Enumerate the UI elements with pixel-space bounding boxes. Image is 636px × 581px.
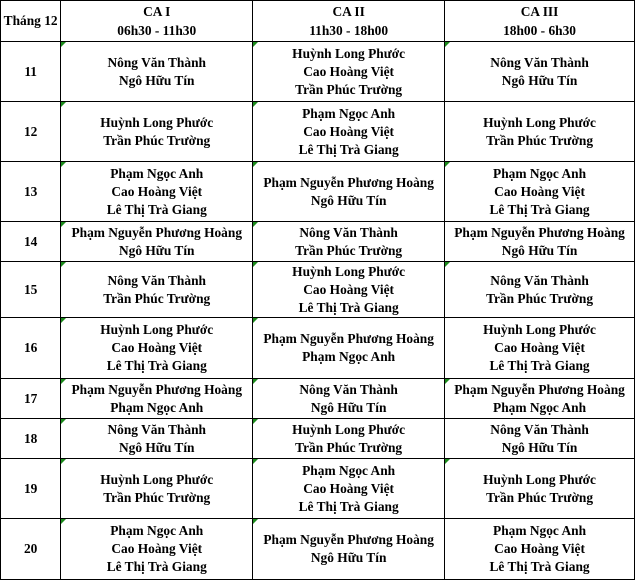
staff-name: Ngô Hữu Tín xyxy=(310,550,387,565)
staff-name: Huỳnh Long Phước xyxy=(483,114,597,130)
staff-name: Cao Hoàng Việt xyxy=(303,63,395,79)
staff-name: Huỳnh Long Phước xyxy=(483,471,597,487)
staff-name: Huỳnh Long Phước xyxy=(100,114,214,130)
staff-name: Phạm Ngọc Anh xyxy=(302,105,396,121)
cell-comment-marker xyxy=(445,262,450,267)
shift-2-cell xyxy=(253,318,445,379)
shift-2-time: 11h30 - 18h00 xyxy=(309,23,389,38)
shift-3-cell xyxy=(445,42,635,102)
staff-name: Nông Văn Thành xyxy=(107,421,206,437)
day-cell: 14 xyxy=(1,222,61,262)
shift-3-time: 18h00 - 6h30 xyxy=(503,23,576,38)
staff-name: Lê Thị Trà Giang xyxy=(106,559,207,574)
staff-name: Trần Phúc Trường xyxy=(486,489,594,505)
day-cell: 11 xyxy=(1,42,61,102)
schedule-row xyxy=(1,162,635,222)
staff-name: Cao Hoàng Việt xyxy=(111,183,203,199)
staff-name: Phạm Nguyễn Phương Hoàng xyxy=(263,174,434,190)
shift-3-cell xyxy=(445,519,635,580)
staff-name: Nông Văn Thành xyxy=(490,272,589,288)
staff-name: Phạm Ngọc Anh xyxy=(493,165,587,181)
shift-1-name: CA I xyxy=(143,4,171,19)
staff-name: Phạm Ngọc Anh xyxy=(110,165,204,181)
day-cell: 12 xyxy=(1,102,61,162)
staff-name: Phạm Ngọc Anh xyxy=(302,349,396,364)
staff-name: Huỳnh Long Phước xyxy=(100,471,214,487)
day-cell: 17 xyxy=(1,379,61,419)
staff-name: Trần Phúc Trường xyxy=(103,132,211,148)
staff-name: Nông Văn Thành xyxy=(107,54,206,70)
shift-3-cell xyxy=(445,262,635,318)
staff-name: Trần Phúc Trường xyxy=(103,290,211,306)
staff-name: Trần Phúc Trường xyxy=(486,132,594,148)
shift-1-cell xyxy=(61,459,253,519)
cell-comment-marker xyxy=(253,459,258,464)
staff-name: Trần Phúc Trường xyxy=(486,290,594,306)
cell-comment-marker xyxy=(445,379,450,384)
cell-comment-marker xyxy=(253,222,258,227)
cell-comment-marker xyxy=(445,162,450,167)
staff-name: Cao Hoàng Việt xyxy=(111,340,203,355)
cell-comment-marker xyxy=(61,419,66,424)
shift-3-header xyxy=(445,1,635,42)
shift-2-cell xyxy=(253,459,445,519)
staff-name: Ngô Hữu Tín xyxy=(501,439,578,455)
shift-3-cell xyxy=(445,222,635,262)
cell-comment-marker xyxy=(445,459,450,464)
shift-3-cell xyxy=(445,102,635,162)
cell-comment-marker xyxy=(61,162,66,167)
staff-name: Nông Văn Thành xyxy=(299,381,398,397)
shift-1-header xyxy=(61,1,253,42)
staff-name: Ngô Hữu Tín xyxy=(118,72,195,88)
shift-1-cell xyxy=(61,42,253,102)
shift-1-time: 06h30 - 11h30 xyxy=(117,23,197,38)
staff-name: Huỳnh Long Phước xyxy=(100,322,214,337)
staff-name: Ngô Hữu Tín xyxy=(310,192,387,208)
cell-comment-marker xyxy=(61,222,66,227)
staff-name: Ngô Hữu Tín xyxy=(501,242,578,258)
staff-name: Trần Phúc Trường xyxy=(295,81,403,97)
staff-name: Phạm Ngọc Anh xyxy=(493,523,587,538)
staff-name: Nông Văn Thành xyxy=(299,224,398,240)
cell-comment-marker xyxy=(253,379,258,384)
shift-3-cell xyxy=(445,318,635,379)
staff-name: Cao Hoàng Việt xyxy=(303,281,395,297)
shift-2-name: CA II xyxy=(332,4,365,19)
staff-name: Ngô Hữu Tín xyxy=(310,399,387,415)
staff-name: Huỳnh Long Phước xyxy=(483,322,597,337)
staff-name: Phạm Nguyễn Phương Hoàng xyxy=(71,381,243,397)
schedule-row xyxy=(1,42,635,102)
shift-2-cell xyxy=(253,102,445,162)
staff-name: Phạm Nguyễn Phương Hoàng xyxy=(454,224,625,240)
cell-comment-marker xyxy=(253,102,258,107)
month-header: Tháng 12 xyxy=(1,1,61,42)
day-cell: 13 xyxy=(1,162,61,222)
cell-comment-marker xyxy=(61,102,66,107)
staff-name: Lê Thị Trà Giang xyxy=(489,559,590,574)
schedule-row xyxy=(1,459,635,519)
shift-2-cell xyxy=(253,262,445,318)
staff-name: Trần Phúc Trường xyxy=(295,242,403,258)
staff-name: Lê Thị Trà Giang xyxy=(489,201,590,217)
shift-3-cell xyxy=(445,162,635,222)
shift-1-cell xyxy=(61,318,253,379)
staff-name: Cao Hoàng Việt xyxy=(303,123,395,139)
shift-1-cell xyxy=(61,419,253,459)
shift-1-cell xyxy=(61,162,253,222)
staff-name: Lê Thị Trà Giang xyxy=(106,358,207,373)
shift-2-cell xyxy=(253,162,445,222)
shift-2-header xyxy=(253,1,445,42)
staff-name: Ngô Hữu Tín xyxy=(118,242,195,258)
staff-name: Lê Thị Trà Giang xyxy=(489,358,590,373)
cell-comment-marker xyxy=(61,459,66,464)
shift-2-cell xyxy=(253,519,445,580)
schedule-row xyxy=(1,379,635,419)
shift-1-cell xyxy=(61,519,253,580)
header-row xyxy=(1,1,635,42)
staff-name: Phạm Nguyễn Phương Hoàng xyxy=(454,381,625,397)
staff-name: Huỳnh Long Phước xyxy=(292,263,406,279)
staff-name: Cao Hoàng Việt xyxy=(494,541,585,556)
shift-3-name: CA III xyxy=(520,4,559,19)
staff-name: Cao Hoàng Việt xyxy=(494,183,585,199)
cell-comment-marker xyxy=(61,42,66,47)
shift-1-cell xyxy=(61,102,253,162)
shift-3-cell xyxy=(445,419,635,459)
schedule-row xyxy=(1,222,635,262)
staff-name: Ngô Hữu Tín xyxy=(118,439,195,455)
cell-comment-marker xyxy=(253,262,258,267)
staff-name: Phạm Ngọc Anh xyxy=(110,523,204,538)
shift-1-cell xyxy=(61,262,253,318)
day-cell: 20 xyxy=(1,519,61,580)
cell-comment-marker xyxy=(253,419,258,424)
shift-2-cell xyxy=(253,419,445,459)
day-cell: 16 xyxy=(1,318,61,379)
cell-comment-marker xyxy=(61,318,66,323)
staff-name: Ngô Hữu Tín xyxy=(501,72,578,88)
staff-name: Phạm Nguyễn Phương Hoàng xyxy=(263,331,434,346)
shift-1-cell xyxy=(61,222,253,262)
staff-name: Nông Văn Thành xyxy=(490,421,589,437)
staff-name: Lê Thị Trà Giang xyxy=(298,141,399,157)
cell-comment-marker xyxy=(445,42,450,47)
schedule-row xyxy=(1,318,635,379)
schedule-row xyxy=(1,519,635,580)
cell-comment-marker xyxy=(61,379,66,384)
staff-name: Phạm Ngọc Anh xyxy=(110,399,204,415)
staff-name: Phạm Ngọc Anh xyxy=(493,399,587,415)
staff-name: Nông Văn Thành xyxy=(107,272,206,288)
staff-name: Cao Hoàng Việt xyxy=(494,340,585,355)
shift-2-cell xyxy=(253,222,445,262)
cell-comment-marker xyxy=(253,519,258,524)
shift-3-cell xyxy=(445,459,635,519)
staff-name: Phạm Ngọc Anh xyxy=(302,462,396,478)
shift-2-cell xyxy=(253,42,445,102)
cell-comment-marker xyxy=(253,318,258,323)
day-cell: 19 xyxy=(1,459,61,519)
schedule-row xyxy=(1,102,635,162)
staff-name: Huỳnh Long Phước xyxy=(292,45,406,61)
staff-name: Phạm Nguyễn Phương Hoàng xyxy=(263,532,434,547)
shift-2-cell xyxy=(253,379,445,419)
staff-name: Cao Hoàng Việt xyxy=(303,480,395,496)
day-cell: 18 xyxy=(1,419,61,459)
schedule-row xyxy=(1,419,635,459)
staff-name: Lê Thị Trà Giang xyxy=(298,299,399,315)
schedule-row xyxy=(1,262,635,318)
staff-name: Lê Thị Trà Giang xyxy=(298,498,399,514)
cell-comment-marker xyxy=(61,262,66,267)
shift-1-cell xyxy=(61,379,253,419)
cell-comment-marker xyxy=(253,42,258,47)
schedule-body xyxy=(1,42,635,580)
cell-comment-marker xyxy=(61,519,66,524)
staff-name: Trần Phúc Trường xyxy=(103,489,211,505)
staff-name: Phạm Nguyễn Phương Hoàng xyxy=(71,224,243,240)
cell-comment-marker xyxy=(253,162,258,167)
day-cell: 15 xyxy=(1,262,61,318)
staff-name: Nông Văn Thành xyxy=(490,54,589,70)
shift-3-cell xyxy=(445,379,635,419)
staff-name: Cao Hoàng Việt xyxy=(111,541,203,556)
staff-name: Lê Thị Trà Giang xyxy=(106,201,207,217)
staff-name: Trần Phúc Trường xyxy=(295,439,403,455)
staff-name: Huỳnh Long Phước xyxy=(292,421,406,437)
